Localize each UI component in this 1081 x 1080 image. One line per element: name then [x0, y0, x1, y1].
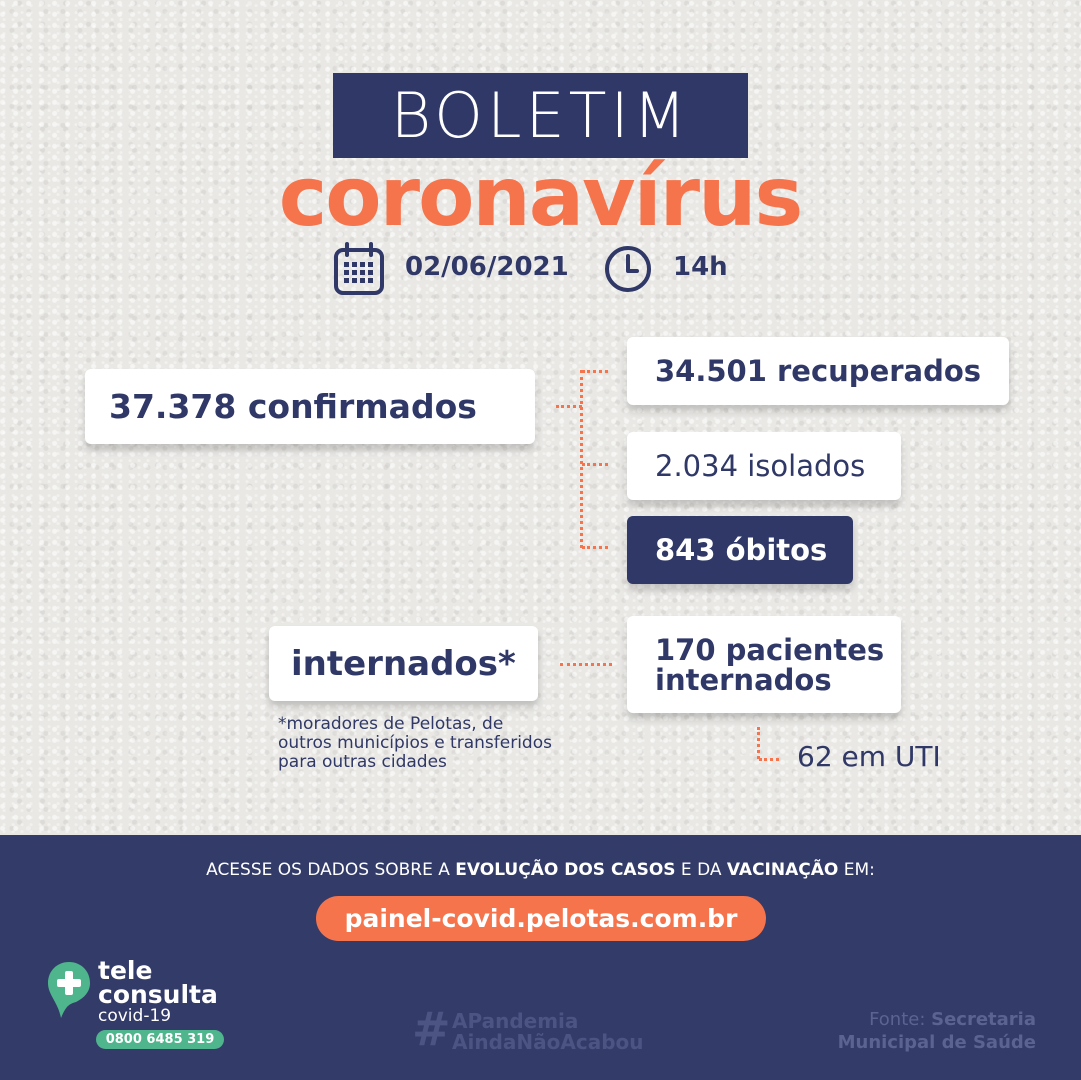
access-highlight: EVOLUÇÃO DOS CASOS: [455, 860, 676, 880]
connector-line: [582, 546, 608, 549]
footnote-line: *moradores de Pelotas, de: [278, 714, 504, 734]
source-label: Fonte:: [869, 1009, 932, 1030]
logo-subtext: covid-19: [98, 1006, 172, 1026]
page-subtitle: coronavírus: [278, 150, 802, 245]
source-value: Municipal de Saúde: [837, 1032, 1036, 1053]
isolated-count: 2.034 isolados: [655, 449, 866, 483]
campaign-hashtag: [412, 1002, 692, 1056]
recovered-card: [627, 337, 1009, 405]
connector-line: [580, 370, 583, 548]
logo-text: tele: [98, 956, 153, 985]
hospitalized-label: internados*: [291, 643, 516, 684]
deaths-card: [627, 516, 853, 584]
hospitalized-text: internados: [655, 662, 832, 697]
clock-icon: [603, 244, 653, 294]
hospitalized-label-card: [269, 626, 538, 701]
access-data-text: [0, 860, 1081, 880]
hospitalized-footnote: [278, 715, 608, 772]
calendar-icon: [333, 242, 385, 296]
page-title: BOLETIM: [390, 79, 691, 152]
hashtag-text: AindaNãoAcabou: [452, 1030, 644, 1054]
hospitalized-count: 170 pacientes: [655, 632, 885, 667]
isolated-card: [627, 432, 901, 500]
recovered-count: 34.501 recuperados: [655, 354, 982, 388]
footnote-line: outros municípios e transferidos: [278, 733, 552, 753]
medical-cross-icon: [46, 960, 92, 1020]
time-label: 14h: [673, 252, 728, 282]
connector-line: [556, 405, 582, 408]
confirmed-card: [85, 369, 535, 444]
logo-text: consulta: [98, 980, 218, 1009]
connector-line: [759, 758, 779, 761]
hashtag-icon: #: [412, 1002, 451, 1056]
connector-line: [582, 370, 608, 373]
date-time-row: [333, 242, 753, 298]
dashboard-link[interactable]: [316, 896, 766, 941]
connector-line: [582, 463, 608, 466]
teleconsulta-logo: [46, 958, 236, 1053]
deaths-count: 843 óbitos: [655, 533, 828, 567]
confirmed-count: 37.378 confirmados: [109, 387, 477, 426]
hospitalized-card: [627, 616, 901, 713]
source-value: Secretaria: [931, 1009, 1036, 1030]
date-label: 02/06/2021: [405, 252, 569, 282]
access-highlight: VACINAÇÃO: [726, 860, 839, 880]
footnote-line: para outras cidades: [278, 752, 447, 772]
hashtag-text: APandemia: [452, 1009, 579, 1033]
phone-number-badge[interactable]: 0800 6485 319: [96, 1030, 224, 1049]
title-banner: [333, 73, 748, 158]
access-text: ACESSE OS DADOS SOBRE A: [206, 860, 456, 880]
dashboard-url[interactable]: painel-covid.pelotas.com.br: [344, 904, 738, 933]
connector-line: [560, 663, 612, 666]
connector-line: [757, 727, 760, 759]
access-text: EM:: [838, 860, 875, 880]
source-credit: [800, 1008, 1036, 1054]
access-text: E DA: [675, 860, 727, 880]
icu-count: 62 em UTI: [797, 740, 941, 773]
